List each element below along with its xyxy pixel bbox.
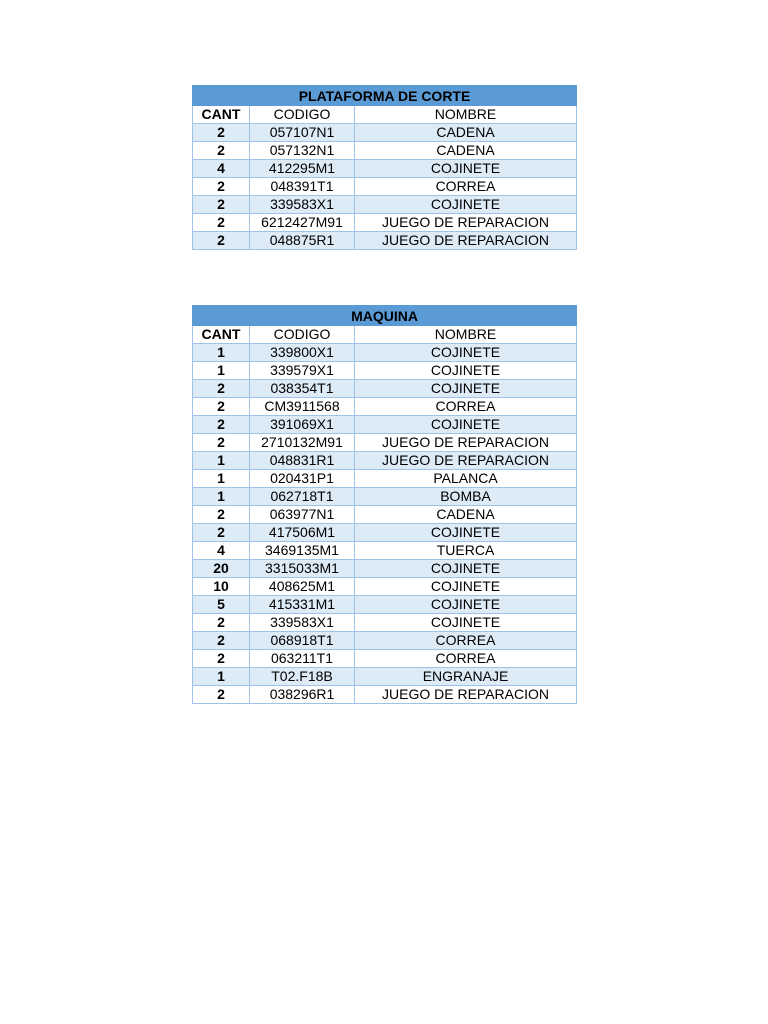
cell-nombre: COJINETE <box>355 596 577 614</box>
table-row <box>193 488 577 506</box>
cell-cant: 1 <box>193 488 250 506</box>
cell-codigo: 062718T1 <box>250 488 355 506</box>
cell-cant: 10 <box>193 578 250 596</box>
cell-nombre: ENGRANAJE <box>355 668 577 686</box>
cell-nombre: COJINETE <box>355 380 577 398</box>
table-row <box>193 596 577 614</box>
column-header-row <box>193 326 577 344</box>
column-header-codigo: CODIGO <box>250 106 355 124</box>
cell-cant: 2 <box>193 214 250 232</box>
cell-cant: 2 <box>193 632 250 650</box>
cell-cant: 2 <box>193 196 250 214</box>
cell-cant: 2 <box>193 416 250 434</box>
cell-codigo: 2710132M91 <box>250 434 355 452</box>
cell-cant: 1 <box>193 344 250 362</box>
table-row <box>193 178 577 196</box>
table-body <box>193 124 577 250</box>
cell-nombre: COJINETE <box>355 362 577 380</box>
table-row <box>193 578 577 596</box>
cell-codigo: 063211T1 <box>250 650 355 668</box>
table-row <box>193 124 577 142</box>
cell-cant: 2 <box>193 614 250 632</box>
cell-codigo: 038296R1 <box>250 686 355 704</box>
cell-nombre: CORREA <box>355 398 577 416</box>
cell-codigo: 417506M1 <box>250 524 355 542</box>
cell-cant: 2 <box>193 178 250 196</box>
table-row <box>193 452 577 470</box>
cell-cant: 2 <box>193 124 250 142</box>
cell-codigo: 3469135M1 <box>250 542 355 560</box>
cell-codigo: 068918T1 <box>250 632 355 650</box>
cell-nombre: COJINETE <box>355 614 577 632</box>
table-title: MAQUINA <box>193 306 577 326</box>
table-row <box>193 542 577 560</box>
table-row <box>193 668 577 686</box>
cell-codigo: 339583X1 <box>250 196 355 214</box>
parts-table-plataforma-de-corte <box>192 85 577 250</box>
cell-cant: 2 <box>193 524 250 542</box>
cell-nombre: COJINETE <box>355 344 577 362</box>
cell-codigo: 339579X1 <box>250 362 355 380</box>
cell-codigo: 048391T1 <box>250 178 355 196</box>
cell-cant: 2 <box>193 398 250 416</box>
cell-nombre: JUEGO DE REPARACION <box>355 214 577 232</box>
cell-codigo: 3315033M1 <box>250 560 355 578</box>
cell-codigo: 038354T1 <box>250 380 355 398</box>
cell-nombre: CORREA <box>355 178 577 196</box>
table-title-row <box>193 306 577 326</box>
cell-codigo: 6212427M91 <box>250 214 355 232</box>
table-row <box>193 380 577 398</box>
table-row <box>193 398 577 416</box>
cell-cant: 1 <box>193 452 250 470</box>
cell-nombre: CORREA <box>355 632 577 650</box>
table-row <box>193 434 577 452</box>
cell-codigo: 063977N1 <box>250 506 355 524</box>
table-row <box>193 196 577 214</box>
table-title: PLATAFORMA DE CORTE <box>193 86 577 106</box>
cell-nombre: CADENA <box>355 142 577 160</box>
cell-cant: 1 <box>193 470 250 488</box>
cell-nombre: COJINETE <box>355 560 577 578</box>
column-header-cant: CANT <box>193 106 250 124</box>
cell-codigo: CM3911568 <box>250 398 355 416</box>
cell-codigo: 048875R1 <box>250 232 355 250</box>
table-row <box>193 214 577 232</box>
cell-nombre: PALANCA <box>355 470 577 488</box>
parts-table-maquina <box>192 305 577 704</box>
cell-nombre: CADENA <box>355 124 577 142</box>
cell-codigo: 057107N1 <box>250 124 355 142</box>
cell-codigo: 339800X1 <box>250 344 355 362</box>
cell-nombre: JUEGO DE REPARACION <box>355 434 577 452</box>
cell-codigo: 408625M1 <box>250 578 355 596</box>
cell-codigo: 057132N1 <box>250 142 355 160</box>
cell-codigo: 020431P1 <box>250 470 355 488</box>
table-title-row <box>193 86 577 106</box>
cell-codigo: 339583X1 <box>250 614 355 632</box>
cell-cant: 5 <box>193 596 250 614</box>
cell-cant: 2 <box>193 232 250 250</box>
cell-cant: 20 <box>193 560 250 578</box>
table-row <box>193 632 577 650</box>
cell-cant: 4 <box>193 160 250 178</box>
cell-nombre: BOMBA <box>355 488 577 506</box>
cell-nombre: COJINETE <box>355 196 577 214</box>
table-row <box>193 614 577 632</box>
column-header-nombre: NOMBRE <box>355 106 577 124</box>
cell-codigo: 415331M1 <box>250 596 355 614</box>
cell-nombre: CADENA <box>355 506 577 524</box>
cell-cant: 2 <box>193 506 250 524</box>
column-header-cant: CANT <box>193 326 250 344</box>
cell-cant: 2 <box>193 434 250 452</box>
cell-cant: 1 <box>193 668 250 686</box>
table-row <box>193 506 577 524</box>
cell-nombre: COJINETE <box>355 524 577 542</box>
table-body <box>193 344 577 704</box>
table-row <box>193 470 577 488</box>
cell-cant: 4 <box>193 542 250 560</box>
column-header-codigo: CODIGO <box>250 326 355 344</box>
column-header-row <box>193 106 577 124</box>
cell-nombre: COJINETE <box>355 578 577 596</box>
cell-nombre: COJINETE <box>355 160 577 178</box>
cell-nombre: COJINETE <box>355 416 577 434</box>
cell-codigo: 391069X1 <box>250 416 355 434</box>
table-row <box>193 344 577 362</box>
table-row <box>193 362 577 380</box>
table-row <box>193 650 577 668</box>
table-row <box>193 686 577 704</box>
cell-codigo: 048831R1 <box>250 452 355 470</box>
column-header-nombre: NOMBRE <box>355 326 577 344</box>
cell-cant: 2 <box>193 650 250 668</box>
cell-cant: 1 <box>193 362 250 380</box>
table-row <box>193 416 577 434</box>
cell-nombre: JUEGO DE REPARACION <box>355 452 577 470</box>
table-row <box>193 524 577 542</box>
cell-cant: 2 <box>193 686 250 704</box>
cell-codigo: 412295M1 <box>250 160 355 178</box>
cell-nombre: TUERCA <box>355 542 577 560</box>
cell-cant: 2 <box>193 380 250 398</box>
table-row <box>193 232 577 250</box>
cell-nombre: CORREA <box>355 650 577 668</box>
table-row <box>193 560 577 578</box>
cell-nombre: JUEGO DE REPARACION <box>355 686 577 704</box>
table-row <box>193 142 577 160</box>
cell-nombre: JUEGO DE REPARACION <box>355 232 577 250</box>
table-row <box>193 160 577 178</box>
cell-codigo: T02.F18B <box>250 668 355 686</box>
cell-cant: 2 <box>193 142 250 160</box>
